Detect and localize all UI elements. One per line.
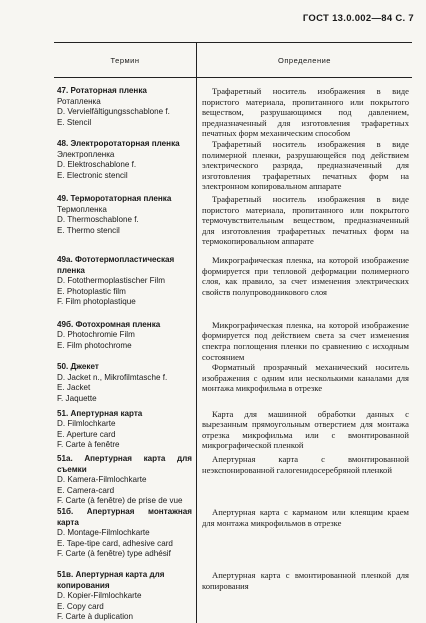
term-title: 51в. Апертурная карта для копирования — [57, 569, 165, 590]
definition-text: Апертурная карта с карманом или клеящим краем для монтажа микрофильмов в отрезке — [202, 506, 409, 528]
term-line: E. Camera-card — [57, 485, 115, 495]
term-title: 51а. Апертурная карта для съемки — [57, 454, 192, 474]
term-line: D. Montage-Filmlochkarte — [57, 528, 150, 538]
definition-cell — [197, 78, 413, 139]
term-line: Электропленка — [57, 149, 115, 159]
definition-text: Трафаретный носитель изображения в виде пористого материала, пропитанного или покрытого термочувствительным веществом, предназначенный для изготовления трафаретных печатных форм на термокопировальном аппарате — [202, 193, 409, 247]
definition-text: Микрографическая пленка, на которой изображение формируется под действием света за счет изменения спектра поглощения пленки по сравнению с исходным состоянием — [202, 319, 409, 362]
term-cell — [54, 507, 197, 560]
table-row — [54, 405, 412, 451]
table-row — [54, 139, 412, 192]
term-line: E. Aperture card — [57, 429, 116, 439]
term-title: 49а. Фототермопластическая пленка — [57, 254, 175, 275]
table-row — [54, 507, 412, 560]
definition-text: Трафаретный носитель изображения в виде полимерной пленки, разрушающейся под действием электрического разряда, предназначенный для изготовления трафаретных печатных форм на электронном копировальном аппарате — [202, 138, 409, 192]
definition-cell — [197, 247, 413, 308]
definition-cell — [197, 560, 413, 623]
definition-text: Микрографическая пленка, на которой изображение формируется при тепловой деформации полимерного слоя, как правило, за счет изменения электрических свойств полупроводникового слоя — [202, 254, 409, 297]
term-cell — [54, 139, 197, 192]
definition-cell — [197, 139, 413, 192]
term-title: 47. Ротаторная пленка — [57, 86, 147, 95]
term-title: 49. Терморотаторная пленка — [57, 193, 172, 203]
term-title: 51. Апертурная карта — [57, 408, 143, 418]
term-line: D. Filmlochkarte — [57, 419, 116, 429]
term-line: F. Carte (à fenêtre) de prise de vue — [57, 496, 183, 506]
definition-cell — [197, 507, 413, 560]
term-line: D. Elektroschablone f. — [57, 160, 137, 170]
term-line: D. Jacket n., Mikrofilmtasche f. — [57, 372, 168, 382]
term-cell — [54, 192, 197, 247]
table-row — [54, 247, 412, 308]
column-header-term: Термин — [54, 43, 197, 78]
term-title: 49б. Фотохромная пленка — [57, 319, 161, 329]
term-cell — [54, 451, 197, 507]
table-row — [54, 78, 412, 139]
term-line: F. Carte (à fenêtre) type adhésif — [57, 549, 171, 559]
term-line: E. Jacket — [57, 383, 91, 393]
definition-text: Апертурная карта с вмонтированной пленкой для копирования — [202, 569, 409, 591]
page-header: ГОСТ 13.0.002—84 С. 7 — [302, 13, 414, 24]
terms-table — [54, 42, 412, 623]
term-line: D. Vervielfältigungsschablone f. — [57, 107, 170, 117]
term-cell — [54, 247, 197, 308]
term-cell — [54, 560, 197, 623]
term-line: E. Stencil — [57, 117, 92, 127]
term-line: F. Carte à fenêtre — [57, 440, 120, 450]
column-header-definition: Определение — [197, 43, 413, 78]
term-cell — [54, 308, 197, 362]
term-line: F. Jaquette — [57, 394, 97, 404]
term-line: E. Film photochrome — [57, 341, 132, 351]
definition-text: Карта для машинной обработки данных с вырезанным прямоугольным отверстием для монтажа отрезка микрофильма или с вмонтированной микрографической пленкой — [202, 408, 409, 451]
table-row — [54, 362, 412, 404]
term-line: E. Electronic stencil — [57, 170, 128, 180]
term-line: Ротапленка — [57, 96, 101, 106]
definition-text: Апертурная карта с вмонтированной неэкспонированной галогенидосеребряной пленкой — [202, 454, 409, 475]
term-title: 48. Электроротаторная пленка — [57, 138, 180, 148]
definition-cell — [197, 405, 413, 451]
term-line: F. Film photoplastique — [57, 297, 136, 307]
table-row — [54, 560, 412, 623]
term-line: E. Tape-tipe card, adhesive card — [57, 538, 173, 548]
table-row — [54, 451, 412, 507]
term-line: F. Carte à duplication — [57, 612, 134, 622]
term-line: D. Thermoschablone f. — [57, 215, 139, 225]
term-line: E. Copy card — [57, 601, 104, 611]
definition-text: Трафаретный носитель изображения в виде пористого материала, пропитанного или покрытого веществом, разрушающимся под давлением, предназначенный для изготовления трафаретных печатных форм механическим способом — [202, 86, 409, 139]
term-cell — [54, 78, 197, 139]
term-line: E. Photoplastic film — [57, 286, 126, 296]
term-line: D. Photochromie Film — [57, 330, 135, 340]
term-title: 51б. Апертурная монтажная карта — [57, 506, 192, 527]
term-line: D. Kamera-Filmlochkarte — [57, 475, 147, 485]
term-line: E. Thermo stencil — [57, 225, 120, 235]
term-line: D. Fotothermoplastischer Film — [57, 276, 165, 286]
term-title: 50. Джекет — [57, 362, 99, 372]
definition-text: Форматный прозрачный механический носитель изображения с одним или несколькими каналами для монтажа микрофильма в отрезке — [202, 362, 409, 394]
definition-cell — [197, 451, 413, 507]
definition-cell — [197, 362, 413, 404]
definition-cell — [197, 308, 413, 362]
term-line: D. Kopier-Filmlochkarte — [57, 591, 142, 601]
term-cell — [54, 405, 197, 451]
definition-cell — [197, 192, 413, 247]
term-cell — [54, 362, 197, 404]
table-row — [54, 192, 412, 247]
term-line: Термопленка — [57, 204, 107, 214]
table-row — [54, 308, 412, 362]
